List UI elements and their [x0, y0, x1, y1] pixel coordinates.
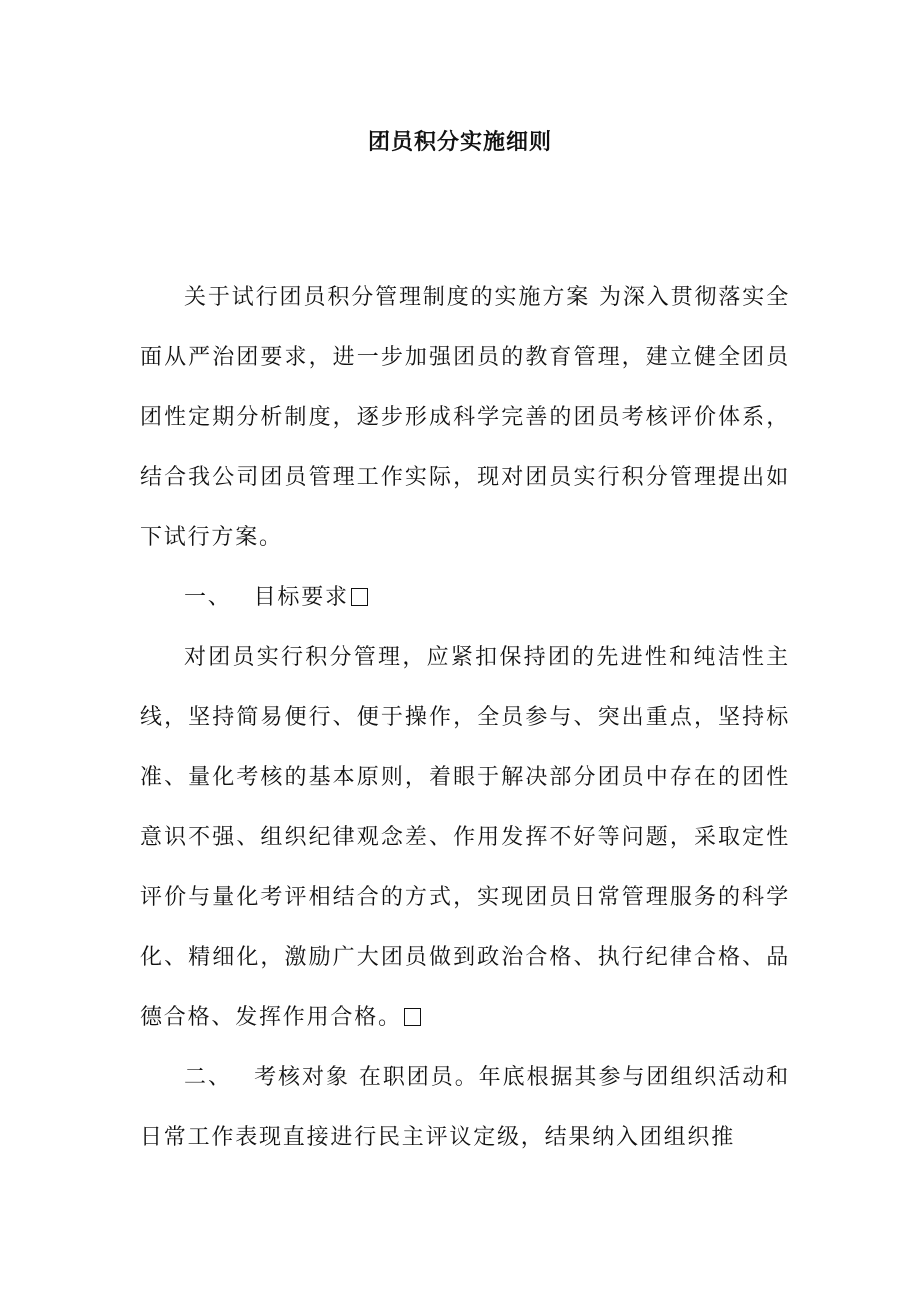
section-2-body: 在职团员。年底根据其参与团组织活动和日常工作表现直接进行民主评议定级，结果纳入团组织推: [140, 1065, 790, 1150]
section-2-number: 二、: [184, 1065, 232, 1090]
section-1-paragraph: [140, 628, 790, 1048]
intro-paragraph: 关于试行团员积分管理制度的实施方案 为深入贯彻落实全面从严治团要求，进一步加强团员的教育管理，建立健全团员团性定期分析制度，逐步形成科学完善的团员考核评价体系，结合我公司团员管理工作实际，现对团员实行积分管理提出如下试行方案。: [140, 285, 790, 550]
section-2-title: 考核对象: [253, 1065, 350, 1090]
section-1-title: 目标要求: [253, 585, 349, 610]
placeholder-box-icon: [351, 588, 368, 606]
section-1-heading: [140, 568, 790, 628]
section-1-body: 对团员实行积分管理，应紧扣保持团的先进性和纯洁性主线，坚持简易便行、便于操作，全员参与、突出重点，坚持标准、量化考核的基本原则，着眼于解决部分团员中存在的团性意识不强、组织纪律观念差、作用发挥不好等问题，采取定性评价与量化考评相结合的方式，实现团员日常管理服务的科学化、精细化，激励广大团员做到政治合格、执行纪律合格、品德合格、发挥作用合格。: [140, 645, 790, 1030]
section-1-number: 一、: [184, 585, 232, 610]
section-2-paragraph: [140, 1048, 790, 1168]
document-body: [140, 268, 790, 1168]
placeholder-box-icon: [404, 1008, 421, 1026]
document-title: 团员积分实施细则: [367, 129, 552, 155]
